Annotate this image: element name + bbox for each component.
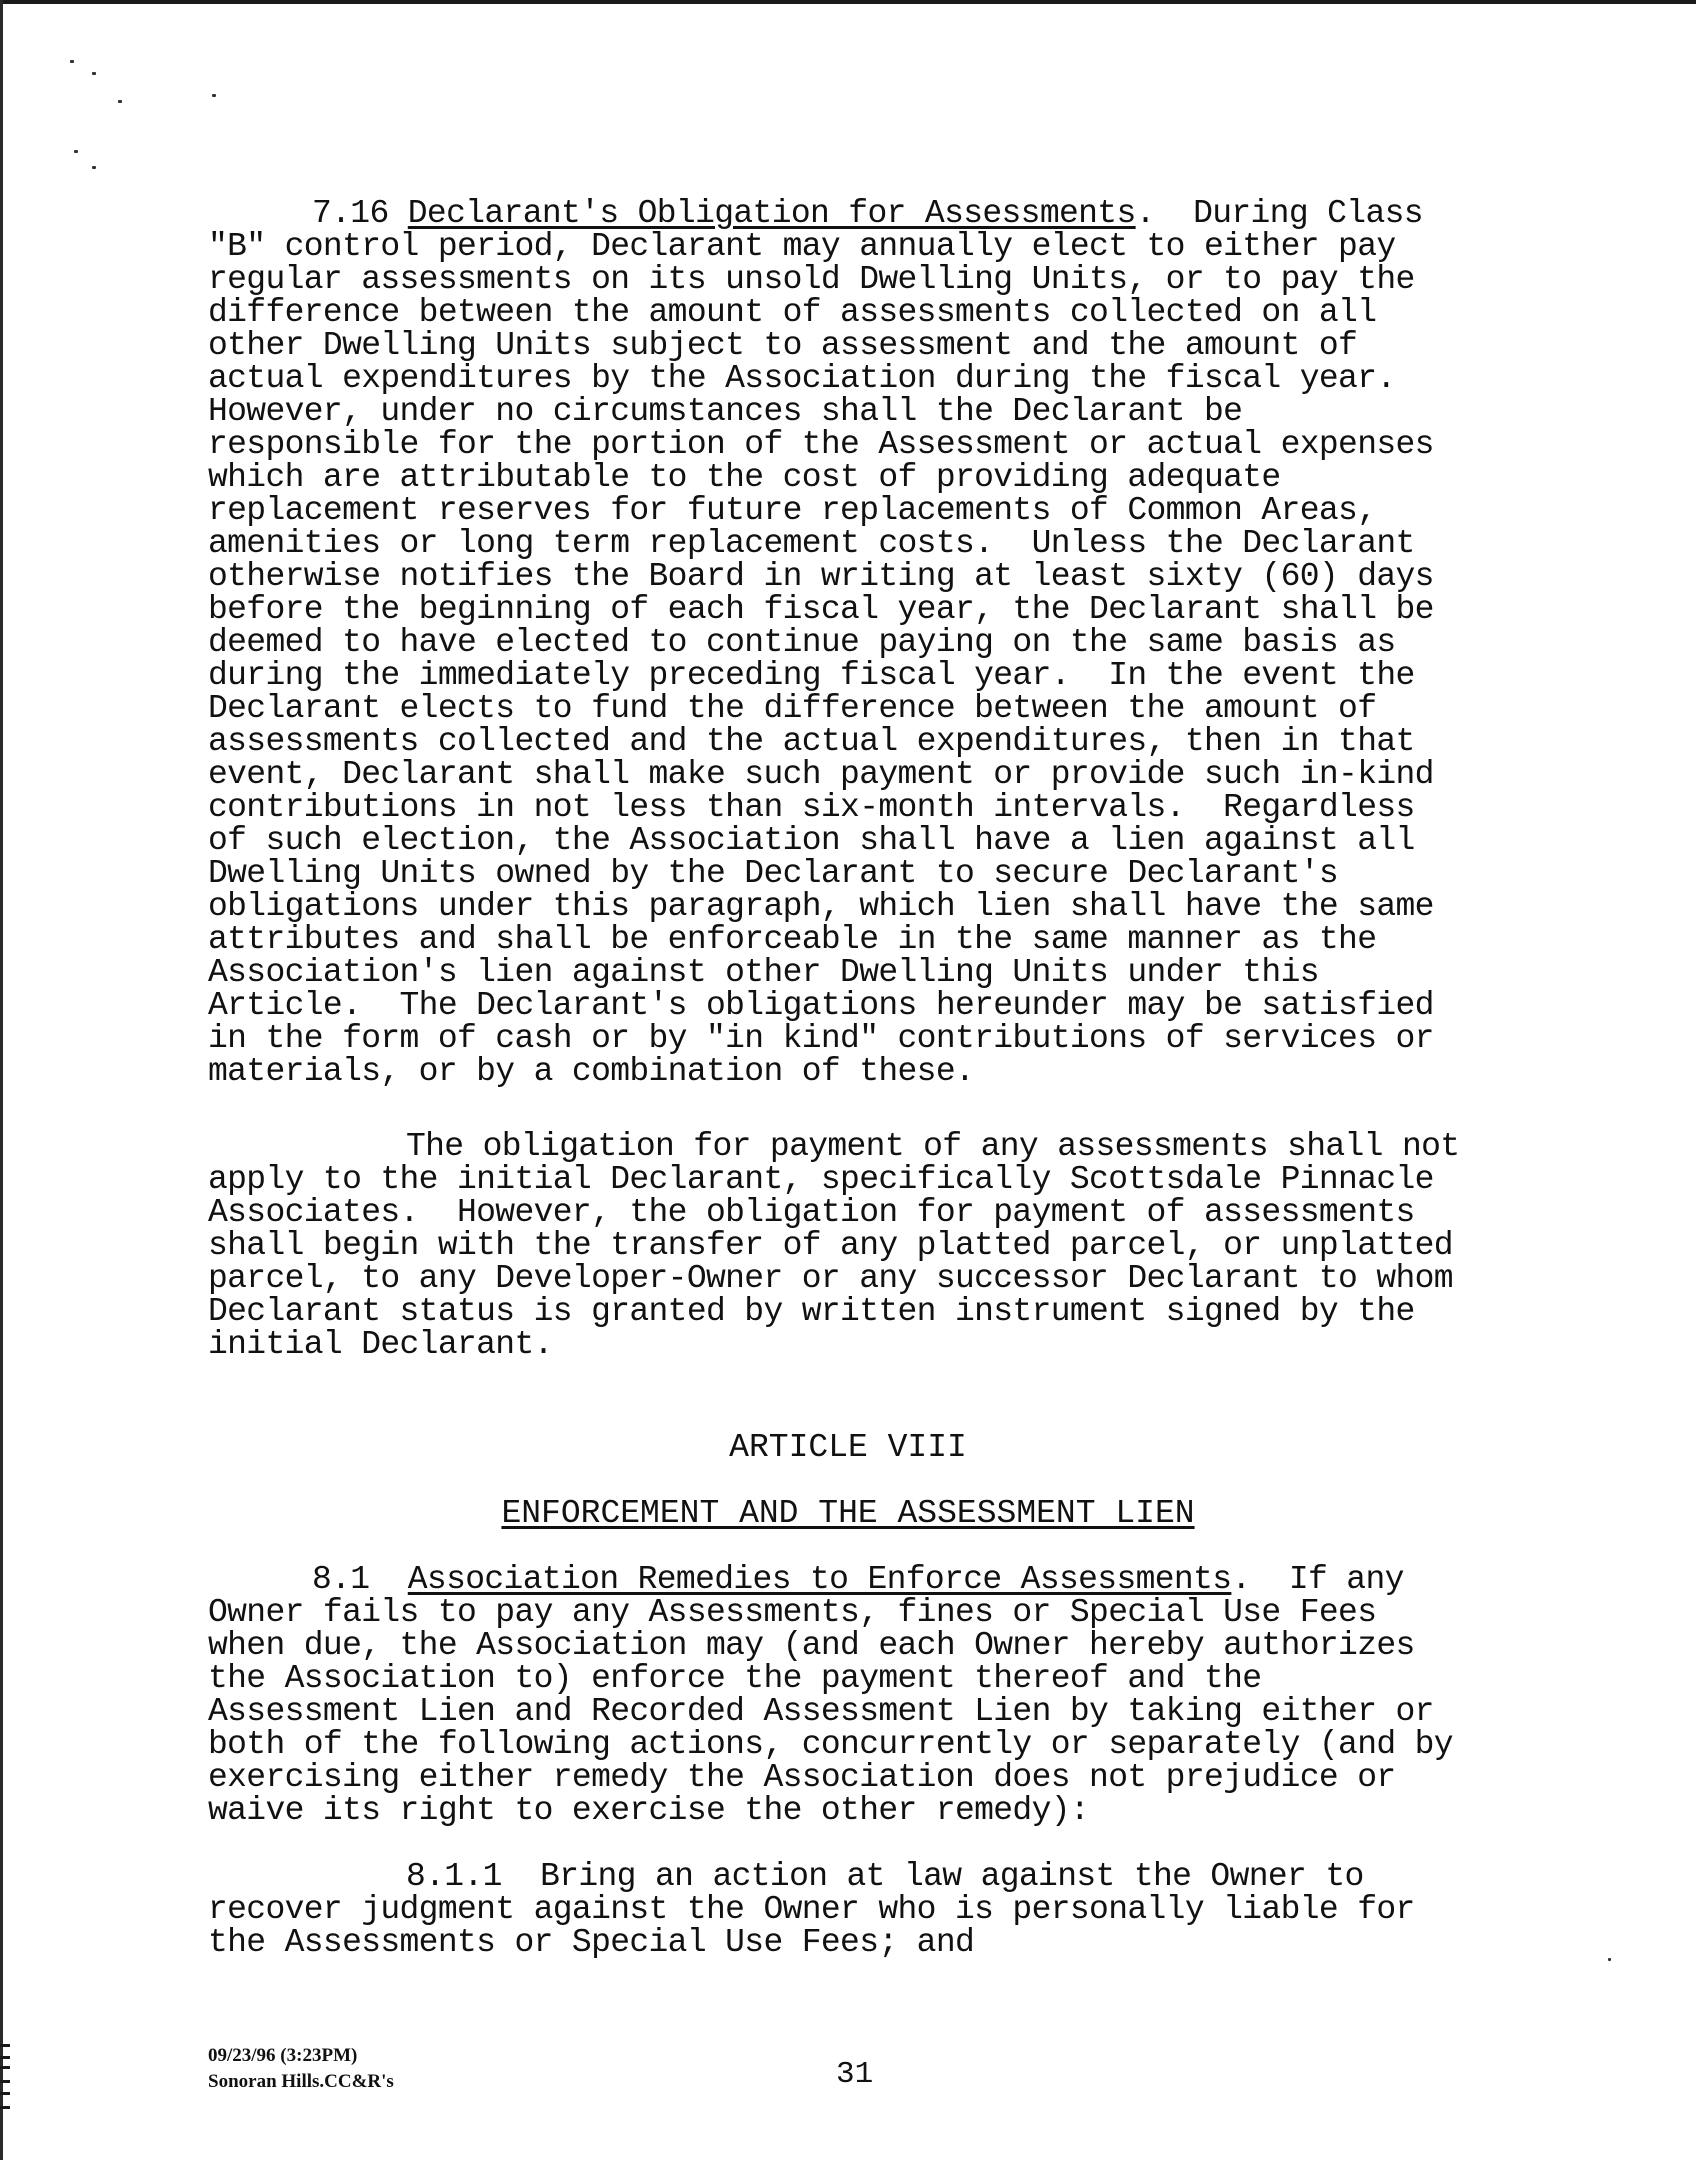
text-line: deemed to have elected to continue paying on the same basis as bbox=[208, 624, 1396, 661]
text-line: Owner fails to pay any Assessments, fines or Special Use Fees bbox=[208, 1594, 1377, 1631]
text-line: Assessment Lien and Recorded Assessment Lien by taking either or bbox=[208, 1693, 1434, 1730]
page-number: 31 bbox=[836, 2057, 874, 2092]
text-line: in the form of cash or by "in kind" contributions of services or bbox=[208, 1020, 1434, 1057]
text-line: Dwelling Units owned by the Declarant to secure Declarant's bbox=[208, 855, 1339, 892]
text-line: recover judgment against the Owner who is personally liable for bbox=[208, 1891, 1415, 1928]
footer-document-name: Sonoran Hills.CC&R's bbox=[208, 2071, 394, 2092]
article-title-text: ENFORCEMENT AND THE ASSESSMENT LIEN bbox=[501, 1495, 1195, 1532]
text-line: "B" control period, Declarant may annually elect to either pay bbox=[208, 228, 1396, 265]
section-8-1-heading-line bbox=[208, 1563, 1538, 1596]
text-line: exercising either remedy the Association does not prejudice or bbox=[208, 1759, 1396, 1796]
section-8-1-title: Association Remedies to Enforce Assessments bbox=[407, 1561, 1232, 1598]
text-line: shall begin with the transfer of any platted parcel, or unplatted bbox=[208, 1227, 1453, 1264]
section-7-16-number: 7.16 bbox=[312, 195, 389, 232]
section-7-16-title-suffix: . bbox=[1135, 195, 1155, 232]
footer-info bbox=[208, 2043, 394, 2095]
section-7-16-title: Declarant's Obligation for Assessments bbox=[407, 195, 1136, 232]
footer-date: 09/23/96 (3:23PM) bbox=[208, 2045, 358, 2066]
text-line: However, under no circumstances shall the Declarant be bbox=[208, 393, 1243, 430]
obligation-paragraph bbox=[208, 1130, 1538, 1361]
text-line: which are attributable to the cost of providing adequate bbox=[208, 459, 1281, 496]
section-8-1-title-suffix: . bbox=[1231, 1561, 1251, 1598]
text-line: attributes and shall be enforceable in the same manner as the bbox=[208, 921, 1377, 958]
article-number: ARTICLE VIII bbox=[729, 1429, 967, 1466]
section-8-1-line1-rest: If any bbox=[1250, 1561, 1404, 1598]
text-line: obligations under this paragraph, which lien shall have the same bbox=[208, 888, 1434, 925]
section-8-1-number: 8.1 bbox=[312, 1561, 370, 1598]
text-line: parcel, to any Developer-Owner or any successor Declarant to whom bbox=[208, 1260, 1453, 1297]
scan-top-edge bbox=[0, 0, 1696, 4]
text-line: apply to the initial Declarant, specifically Scottsdale Pinnacle bbox=[208, 1161, 1434, 1198]
text-line: event, Declarant shall make such payment or provide such in-kind bbox=[208, 756, 1434, 793]
section-7-16-line1-rest: During Class bbox=[1154, 195, 1423, 232]
text-line: during the immediately preceding fiscal year. In the event the bbox=[208, 657, 1415, 694]
article-title bbox=[0, 1497, 1696, 1530]
text-line: The obligation for payment of any assessments shall not bbox=[406, 1128, 1460, 1165]
text-line: responsible for the portion of the Assessment or actual expenses bbox=[208, 426, 1434, 463]
text-line: Article. The Declarant's obligations hereunder may be satisfied bbox=[208, 987, 1434, 1024]
text-line: initial Declarant. bbox=[208, 1326, 553, 1363]
section-8-1-1 bbox=[208, 1860, 1538, 1959]
text-line: the Association to) enforce the payment thereof and the bbox=[208, 1660, 1262, 1697]
text-line: when due, the Association may (and each Owner hereby authorizes bbox=[208, 1627, 1415, 1664]
section-7-16-heading-line bbox=[208, 197, 1538, 230]
binding-marks bbox=[0, 2036, 10, 2160]
text-line: other Dwelling Units subject to assessment and the amount of bbox=[208, 327, 1358, 364]
text-line: actual expenditures by the Association during the fiscal year. bbox=[208, 360, 1396, 397]
text-line: assessments collected and the actual expenditures, then in that bbox=[208, 723, 1415, 760]
text-line: contributions in not less than six-month intervals. Regardless bbox=[208, 789, 1415, 826]
text-line: Declarant status is granted by written instrument signed by the bbox=[208, 1293, 1415, 1330]
text-line: Declarant elects to fund the difference between the amount of bbox=[208, 690, 1377, 727]
section-7-16-body bbox=[208, 230, 1538, 1088]
text-line: amenities or long term replacement costs. Unless the Declarant bbox=[208, 525, 1415, 562]
text-line: 8.1.1 Bring an action at law against the Owner to bbox=[406, 1858, 1364, 1895]
text-line: otherwise notifies the Board in writing at least sixty (60) days bbox=[208, 558, 1434, 595]
text-line: regular assessments on its unsold Dwelling Units, or to pay the bbox=[208, 261, 1415, 298]
text-line: of such election, the Association shall have a lien against all bbox=[208, 822, 1415, 859]
text-line: difference between the amount of assessments collected on all bbox=[208, 294, 1377, 331]
text-line: Association's lien against other Dwelling Units under this bbox=[208, 954, 1319, 991]
text-line: both of the following actions, concurrently or separately (and by bbox=[208, 1726, 1453, 1763]
section-8-1-body bbox=[208, 1596, 1538, 1827]
text-line: materials, or by a combination of these. bbox=[208, 1053, 975, 1090]
text-line: the Assessments or Special Use Fees; and bbox=[208, 1924, 975, 1961]
text-line: waive its right to exercise the other remedy): bbox=[208, 1792, 1090, 1829]
text-line: Associates. However, the obligation for payment of assessments bbox=[208, 1194, 1415, 1231]
text-line: replacement reserves for future replacements of Common Areas, bbox=[208, 492, 1377, 529]
scan-left-edge bbox=[0, 0, 3, 2160]
text-line: before the beginning of each fiscal year, the Declarant shall be bbox=[208, 591, 1434, 628]
